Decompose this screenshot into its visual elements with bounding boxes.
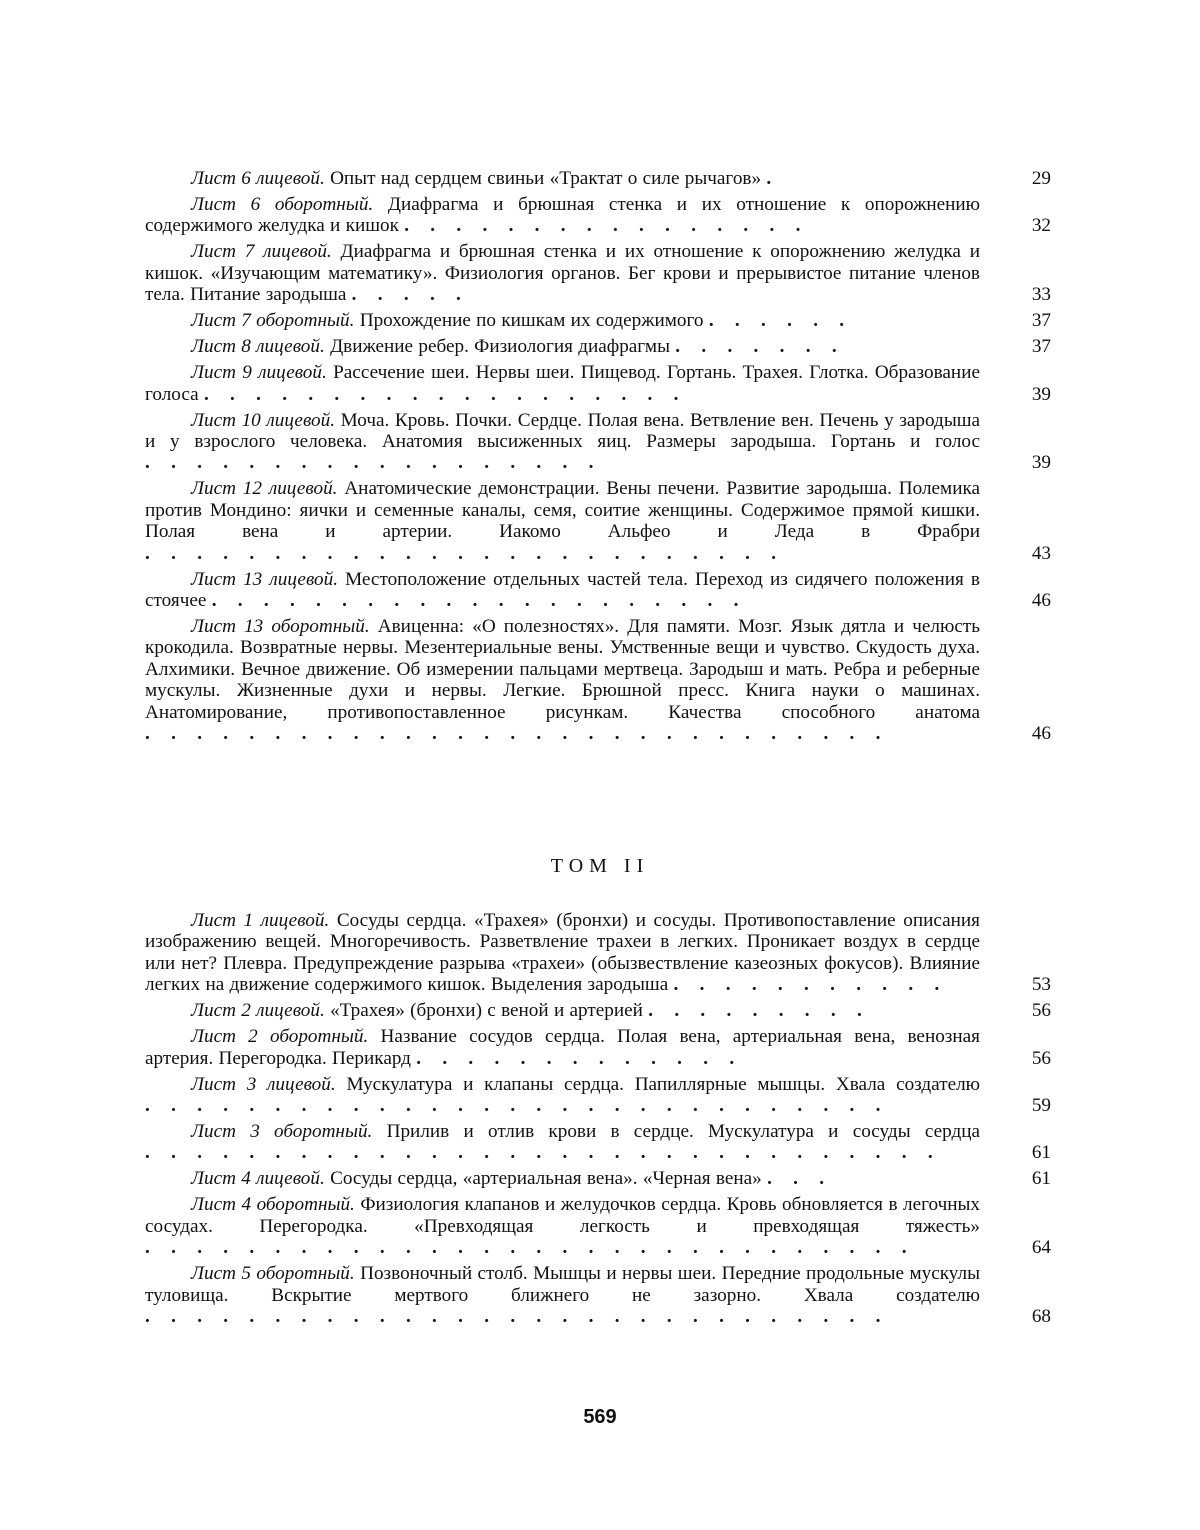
toc-entry bbox=[145, 1168, 1051, 1189]
entry-description: Мускулатура и клапаны сердца. Папиллярные мышцы. Хвала создателю bbox=[346, 1073, 980, 1095]
leaf-label: Лист 7 лицевой. bbox=[191, 241, 332, 263]
toc-entry-text bbox=[145, 1168, 980, 1189]
leaf-label: Лист 8 лицевой. bbox=[191, 336, 325, 358]
toc-entry bbox=[145, 194, 1051, 237]
entry-description: Движение ребер. Физиология диафрагмы bbox=[330, 336, 670, 358]
dot-leaders: . . . . . . bbox=[708, 310, 853, 332]
toc-entry bbox=[145, 616, 1051, 744]
dot-leaders: . . . . . . . . . . . . . . . . . . . . . . . . . bbox=[145, 542, 785, 564]
entry-description: Сосуды сердца, «артериальная вена». «Черная вена» bbox=[330, 1168, 762, 1190]
page-number: 46 bbox=[1031, 723, 1051, 745]
toc-entry-text bbox=[145, 1263, 980, 1327]
toc-entry bbox=[145, 310, 1051, 331]
page-number: 43 bbox=[1031, 542, 1051, 564]
table-of-contents-volume-1 bbox=[145, 168, 1051, 749]
toc-entry bbox=[145, 478, 1051, 564]
page-number: 64 bbox=[1031, 1237, 1051, 1259]
leaf-label: Лист 6 лицевой. bbox=[191, 168, 325, 189]
dot-leaders: . . . . . . . . . . . bbox=[673, 974, 948, 996]
dot-leaders: . . . . . . . . . . . . . . . . . . bbox=[145, 452, 602, 474]
toc-entry-text bbox=[145, 1121, 980, 1164]
page-number: 53 bbox=[1031, 974, 1051, 996]
dot-leaders: . . . . . . . . . . . . . . . . . . . . . . . . . . . . . . bbox=[145, 1237, 915, 1259]
dot-leaders: . . . . . . . . . . . . . . . . . . . bbox=[203, 383, 687, 405]
toc-entry bbox=[145, 362, 1051, 405]
table-of-contents-volume-2 bbox=[145, 910, 1051, 1332]
entry-description: Сосуды сердца. «Трахея» (бронхи) и сосуды. Противопоставление описания изображению вещей. Многоречивость. Разветвление трахеи в легких. Проникает воздух в сердце или нет? Плевра. Предупреждение разрыва «трахеи» (обызвествление казеозных фокусов). Влияние легких на движение содержимого кишок. Выделения зародыша bbox=[145, 910, 980, 996]
entry-description: Моча. Кровь. Почки. Сердце. Полая вена. Ветвление вен. Печень у зародыша и у взрослого человека. Анатомия высиженных яиц. Размеры зародыша. Гортань и голос bbox=[145, 409, 981, 453]
toc-entry bbox=[145, 410, 1051, 474]
toc-entry bbox=[145, 1074, 1051, 1117]
entry-description: Диафрагма и брюшная стенка и их отношение к опорожнению содержимого желудка и кишок bbox=[145, 194, 980, 237]
toc-entry bbox=[145, 1121, 1051, 1164]
entry-description: Прилив и отлив крови в сердце. Мускулатура и сосуды сердца bbox=[386, 1121, 980, 1143]
page-number: 56 bbox=[1031, 1047, 1051, 1069]
toc-entry bbox=[145, 1000, 1051, 1021]
page-number: 59 bbox=[1031, 1095, 1051, 1117]
toc-entry-text bbox=[145, 410, 980, 474]
toc-entry-text bbox=[145, 168, 980, 189]
toc-entry-text bbox=[145, 1074, 980, 1117]
leaf-label: Лист 5 оборотный. bbox=[191, 1263, 355, 1285]
toc-entry-text bbox=[145, 478, 980, 564]
toc-entry bbox=[145, 569, 1051, 612]
entry-description: Прохождение по кишкам их содержимого bbox=[359, 310, 704, 332]
entry-description: Диафрагма и брюшная стенка и их отношение к опорожнению желудка и кишок. «Изучающим математику». Физиология органов. Бег крови и прерывистое питание членов тела. Питание зародыша bbox=[145, 241, 980, 306]
dot-leaders: . . . . . . . . . bbox=[648, 1000, 870, 1022]
toc-entry bbox=[145, 1026, 1051, 1069]
page-number: 61 bbox=[1031, 1142, 1051, 1164]
toc-entry-text bbox=[145, 1026, 980, 1069]
leaf-label: Лист 2 оборотный. bbox=[191, 1026, 369, 1048]
leaf-label: Лист 12 лицевой. bbox=[191, 478, 338, 500]
leaf-label: Лист 3 лицевой. bbox=[191, 1073, 336, 1095]
toc-entry-text bbox=[145, 1000, 980, 1021]
page-number: 39 bbox=[1031, 383, 1051, 405]
toc-entry-text bbox=[145, 1194, 980, 1258]
toc-entry bbox=[145, 168, 1051, 189]
toc-entry-text bbox=[145, 310, 980, 331]
leaf-label: Лист 10 лицевой. bbox=[191, 409, 336, 431]
leaf-label: Лист 3 оборотный. bbox=[191, 1121, 373, 1143]
entry-description: «Трахея» (бронхи) с веной и артерией bbox=[330, 1000, 643, 1022]
dot-leaders: . . . . . . . . . . . . . . . . . . . . . . . . . . . . . bbox=[145, 1306, 889, 1328]
toc-entry-text bbox=[145, 194, 980, 237]
toc-entry bbox=[145, 1263, 1051, 1327]
page-number: 37 bbox=[1031, 310, 1051, 332]
toc-entry-text bbox=[145, 241, 980, 305]
leaf-label: Лист 4 оборотный. bbox=[191, 1194, 355, 1216]
page-number: 33 bbox=[1031, 284, 1051, 306]
dot-leaders: . . . . . . . . . . . . . . . . bbox=[404, 215, 809, 237]
leaf-label: Лист 13 оборотный. bbox=[191, 616, 370, 638]
page-number: 56 bbox=[1031, 1000, 1051, 1022]
toc-entry-text bbox=[145, 336, 980, 357]
volume-heading: ТОМ II bbox=[550, 855, 650, 877]
page-folio-number: 569 bbox=[583, 1406, 617, 1428]
page-number: 46 bbox=[1031, 590, 1051, 612]
toc-entry-text bbox=[145, 616, 980, 744]
dot-leaders: . bbox=[766, 168, 780, 189]
leaf-label: Лист 2 лицевой. bbox=[191, 1000, 325, 1022]
leaf-label: Лист 9 лицевой. bbox=[191, 362, 327, 384]
entry-description: Авиценна: «О полезностях». Для памяти. Мозг. Язык дятла и челюсть крокодила. Возвратные нервы. Мезентериальные вены. Умственные вещи и чувство. Скудость духа. Алхимики. Вечное движение. Об измерении пальцами мертвеца. Зародыш и мать. Ребра и реберные мускулы. Жизненные духи и нервы. Легкие. Брюшной пресс. Книга науки о машинах. Анатомирование, противопоставленное рисункам. Качества способного анатома bbox=[145, 616, 980, 723]
entry-description: Опыт над сердцем свиньи «Трактат о силе рычагов» bbox=[330, 168, 762, 189]
toc-entry bbox=[145, 1194, 1051, 1258]
entry-description: Анатомические демонстрации. Вены печени. Развитие зародыша. Полемика против Мондино: яички и семенные каналы, семя, соитие женщины. Содержимое прямой кишки. Полая вена и артерии. Иакомо Альфео и Леда в Фрабри bbox=[145, 478, 981, 543]
dot-leaders: . . . . . . . . . . . . . . . . . . . . . . . . . . . . . bbox=[145, 1095, 889, 1117]
page-number: 68 bbox=[1031, 1306, 1051, 1328]
leaf-label: Лист 6 оборотный. bbox=[191, 194, 374, 215]
entry-description: Позвоночный столб. Мышцы и нервы шеи. Передние продольные мускулы туловища. Вскрытие мертвого ближнего не зазорно. Хвала создателю bbox=[145, 1263, 980, 1306]
dot-leaders: . . . . . . . bbox=[675, 336, 845, 358]
dot-leaders: . . . . . . . . . . . . . . . . . . . . . bbox=[211, 590, 747, 612]
toc-entry-text bbox=[145, 362, 980, 405]
dot-leaders: . . . . . . . . . . . . . bbox=[416, 1047, 743, 1069]
page-number: 61 bbox=[1031, 1168, 1051, 1190]
dot-leaders: . . . . . . . . . . . . . . . . . . . . . . . . . . . . . bbox=[145, 723, 889, 745]
leaf-label: Лист 13 лицевой. bbox=[191, 568, 338, 590]
dot-leaders: . . . bbox=[767, 1168, 833, 1190]
dot-leaders: . . . . . . . . . . . . . . . . . . . . . . . . . . . . . . . bbox=[145, 1142, 941, 1164]
toc-entry bbox=[145, 910, 1051, 996]
page-number: 29 bbox=[1031, 168, 1051, 189]
toc-entry-text bbox=[145, 569, 980, 612]
dot-leaders: . . . . . bbox=[351, 284, 469, 306]
entry-description: Рассечение шеи. Нервы шеи. Пищевод. Гортань. Трахея. Глотка. Образование голоса bbox=[145, 362, 980, 405]
toc-entry bbox=[145, 336, 1051, 357]
leaf-label: Лист 4 лицевой. bbox=[191, 1168, 325, 1190]
leaf-label: Лист 1 лицевой. bbox=[191, 910, 330, 931]
toc-entry bbox=[145, 241, 1051, 305]
page-number: 37 bbox=[1031, 336, 1051, 358]
page-number: 39 bbox=[1031, 452, 1051, 474]
leaf-label: Лист 7 оборотный. bbox=[191, 310, 355, 332]
page-number: 32 bbox=[1031, 215, 1051, 237]
toc-entry-text bbox=[145, 910, 980, 996]
entry-description: Название сосудов сердца. Полая вена, артериальная вена, венозная артерия. Перегородка. Перикард bbox=[145, 1026, 980, 1069]
entry-description: Местоположение отдельных частей тела. Переход из сидячего положения в стоячее bbox=[145, 568, 980, 612]
entry-description: Физиология клапанов и желудочков сердца. Кровь обновляется в легочных сосудах. Перегородка. «Превходящая легкость и превходящая тяжесть» bbox=[145, 1194, 980, 1237]
